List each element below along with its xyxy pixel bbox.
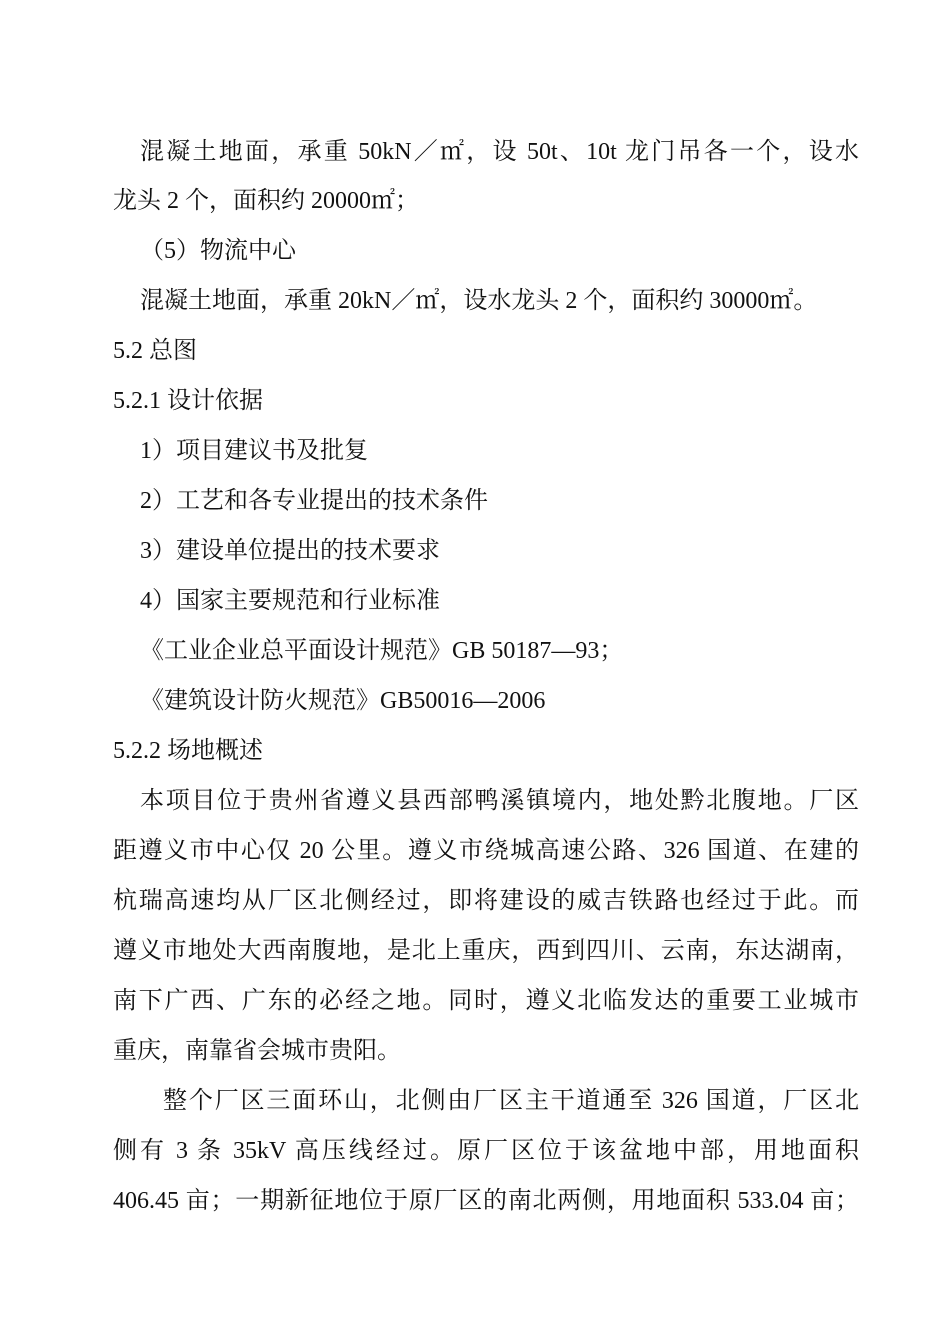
paragraph-line: 遵义市地处大西南腹地，是北上重庆，西到四川、云南，东达湖南， — [113, 938, 859, 964]
paragraph-line: 混凝土地面，承重 20kN／㎡，设水龙头 2 个，面积约 30000㎡。 — [140, 288, 818, 314]
paragraph-line: 杭瑞高速均从厂区北侧经过，即将建设的威吉铁路也经过于此。而 — [113, 888, 859, 914]
subsection-heading: 5.2.1 设计依据 — [113, 388, 263, 414]
paragraph-line: 南下广西、广东的必经之地。同时，遵义北临发达的重要工业城市 — [113, 988, 859, 1014]
section-heading: 5.2 总图 — [113, 338, 197, 364]
standard-reference: 《建筑设计防火规范》GB50016—2006 — [140, 688, 546, 714]
subsection-heading: 5.2.2 场地概述 — [113, 738, 263, 764]
paragraph-line: 侧有 3 条 35kV 高压线经过。原厂区位于该盆地中部，用地面积 — [113, 1138, 859, 1164]
paragraph-line: 整个厂区三面环山，北侧由厂区主干道通至 326 国道，厂区北 — [163, 1088, 859, 1114]
paragraph-line: 龙头 2 个，面积约 20000㎡； — [113, 188, 419, 214]
list-item: 4）国家主要规范和行业标准 — [140, 588, 440, 614]
list-item: 1）项目建议书及批复 — [140, 438, 368, 464]
paragraph-line: 本项目位于贵州省遵义县西部鸭溪镇境内，地处黔北腹地。厂区 — [140, 788, 859, 814]
paragraph-line: 重庆，南靠省会城市贵阳。 — [113, 1038, 401, 1064]
paragraph-line: 距遵义市中心仅 20 公里。遵义市绕城高速公路、326 国道、在建的 — [113, 838, 859, 864]
list-item: 3）建设单位提出的技术要求 — [140, 538, 440, 564]
paragraph-line: 406.45 亩；一期新征地位于原厂区的南北两侧，用地面积 533.04 亩； — [113, 1188, 859, 1214]
list-item: 2）工艺和各专业提出的技术条件 — [140, 488, 488, 514]
paragraph-line: 混凝土地面，承重 50kN／㎡，设 50t、10t 龙门吊各一个，设水 — [140, 139, 859, 165]
standard-reference: 《工业企业总平面设计规范》GB 50187—93； — [140, 638, 624, 664]
list-heading: （5）物流中心 — [140, 238, 296, 264]
